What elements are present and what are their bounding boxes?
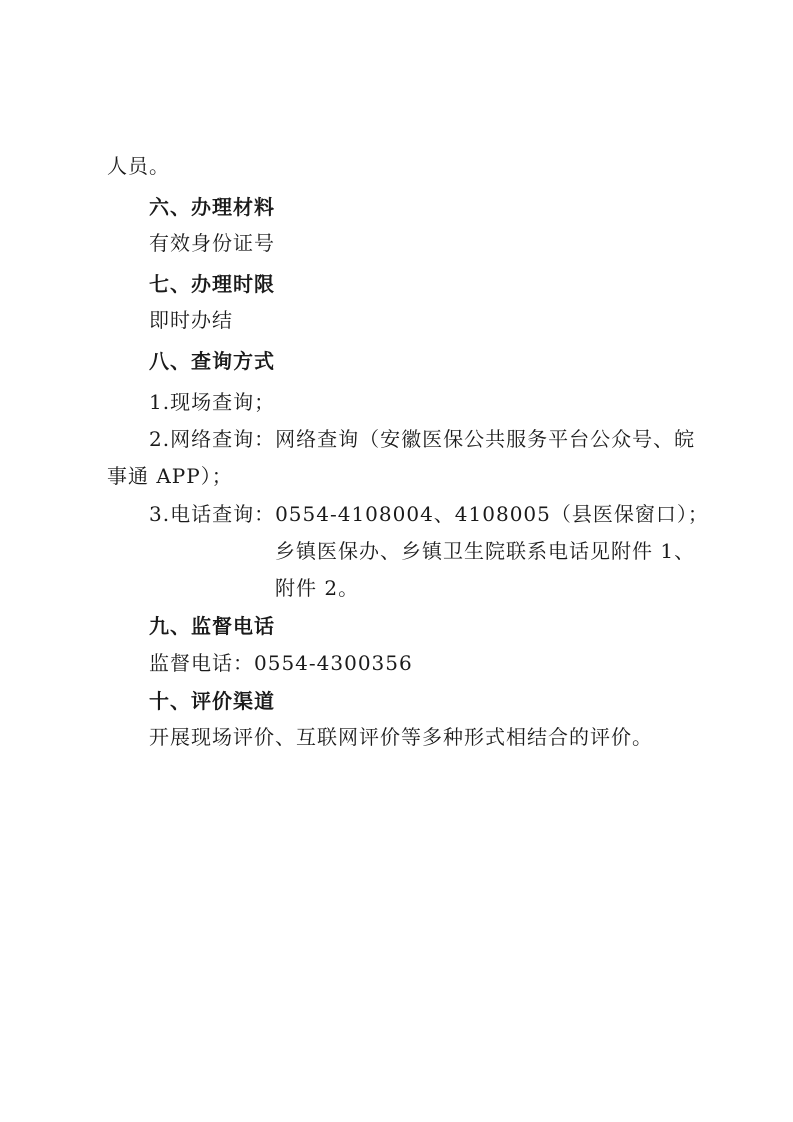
paragraph-continuation: 人员。 (107, 154, 170, 178)
section-heading-supervision: 九、监督电话 (149, 614, 275, 638)
inquiry-item-2: 2.网络查询：网络查询（安徽医保公共服务平台公众号、皖 (149, 427, 696, 451)
inquiry-item-3-continuation-1: 乡镇医保办、乡镇卫生院联系电话见附件 1、 (275, 539, 696, 563)
section-heading-evaluation: 十、评价渠道 (149, 689, 275, 713)
inquiry-item-3-continuation-2: 附件 2。 (275, 576, 360, 600)
evaluation-text: 开展现场评价、互联网评价等多种形式相结合的评价。 (149, 725, 653, 749)
materials-text: 有效身份证号 (149, 231, 275, 255)
time-limit-text: 即时办结 (149, 308, 233, 332)
inquiry-item-2-continuation: 事通 APP）； (107, 464, 233, 488)
section-heading-time-limit: 七、办理时限 (149, 272, 275, 296)
inquiry-item-1: 1.现场查询； (149, 390, 276, 414)
section-heading-materials: 六、办理材料 (149, 195, 275, 219)
inquiry-item-3: 3.电话查询：0554-4108004、4108005（县医保窗口）； (149, 502, 709, 526)
supervision-phone-text: 监督电话：0554-4300356 (149, 651, 413, 675)
section-heading-inquiry: 八、查询方式 (149, 349, 275, 373)
